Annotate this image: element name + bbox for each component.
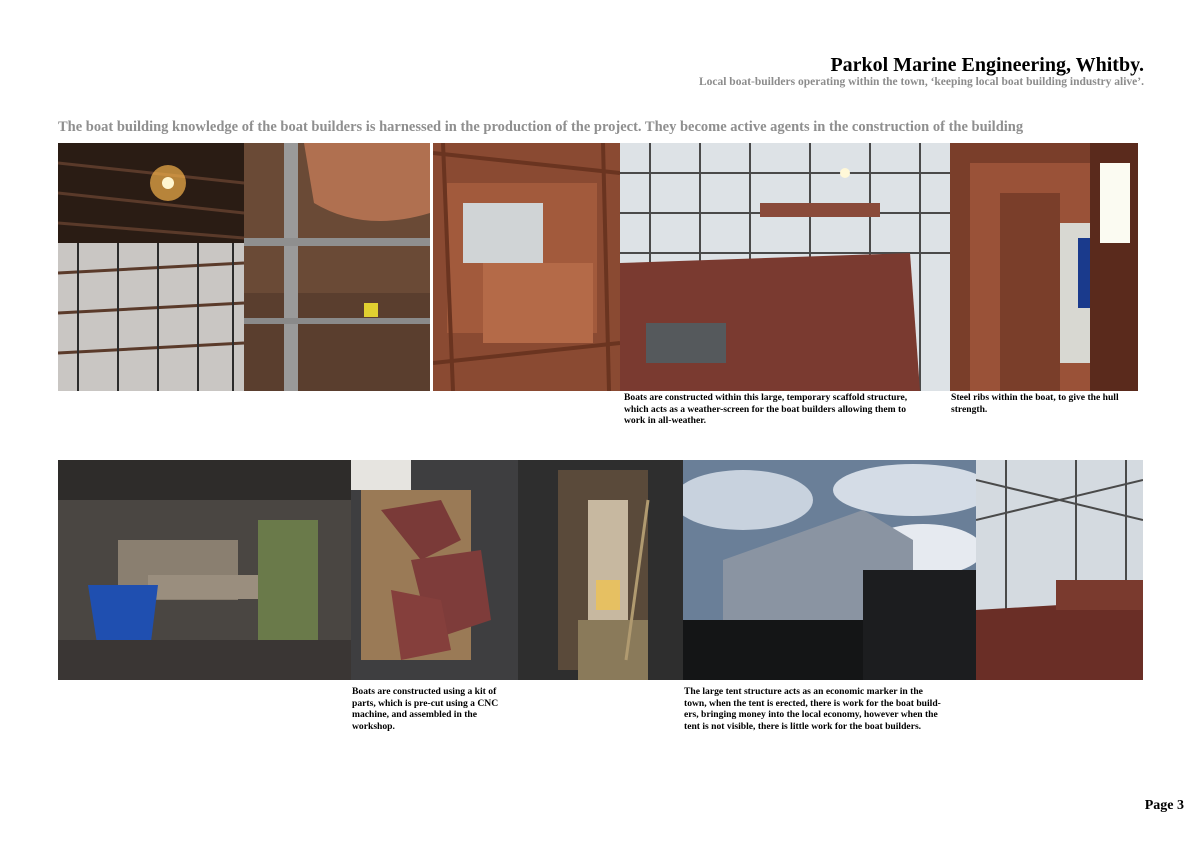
intro-text: The boat building knowledge of the boat builders is harnessed in the production of the project. They become active agents in the construction of the building bbox=[58, 119, 1024, 135]
photo-corridor bbox=[518, 460, 683, 680]
caption-line: tent is not visible, there is little work for the boat builders. bbox=[684, 720, 922, 732]
caption-line: workshop. bbox=[352, 720, 395, 732]
photo-workshop bbox=[58, 460, 351, 680]
caption-kit bbox=[352, 686, 522, 732]
photo-welding-sparks bbox=[58, 143, 244, 391]
caption-line: Steel ribs within the boat, to give the hull bbox=[951, 392, 1119, 403]
caption-line: town, when the tent is erected, there is work for the boat build- bbox=[684, 697, 941, 709]
photo-engine-hold bbox=[433, 143, 620, 391]
caption-line: The large tent structure acts as an economic marker in the bbox=[684, 686, 923, 697]
caption-line: which acts as a weather-screen for the boat builders allowing them to bbox=[624, 403, 907, 415]
photo-hull-scaffold bbox=[244, 143, 430, 391]
caption-scaffold bbox=[624, 392, 948, 427]
caption-line: Boats are constructed within this large, temporary scaffold structure, bbox=[624, 392, 908, 403]
caption-line: machine, and assembled in the bbox=[352, 709, 477, 721]
caption-line: work in all-weather. bbox=[624, 415, 706, 427]
caption-ribs bbox=[951, 392, 1151, 415]
page-number: Page 3 bbox=[1144, 798, 1184, 813]
photo-cnc-parts bbox=[351, 460, 518, 680]
photo-scaffold-shed bbox=[620, 143, 950, 391]
photo-steel-ribs bbox=[950, 143, 1138, 391]
page-title: Parkol Marine Engineering, Whitby. bbox=[830, 54, 1144, 76]
caption-line: parts, which is pre-cut using a CNC bbox=[352, 697, 499, 709]
caption-line: strength. bbox=[951, 403, 988, 415]
caption-line: ers, bringing money into the local economy, however when the bbox=[684, 709, 938, 721]
photo-tent-structure bbox=[683, 460, 976, 680]
page-subtitle: Local boat-builders operating within the town, ‘keeping local boat building industry alive’. bbox=[698, 76, 1144, 88]
caption-line: Boats are constructed using a kit of bbox=[352, 686, 497, 697]
photo-tent-interior bbox=[976, 460, 1143, 680]
caption-tent bbox=[684, 686, 984, 732]
